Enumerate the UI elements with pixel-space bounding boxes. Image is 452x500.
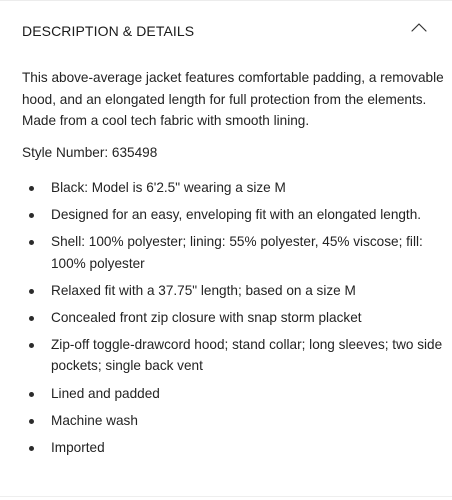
bullet-icon <box>29 289 34 294</box>
feature-item <box>22 383 444 405</box>
style-number: Style Number: 635498 <box>22 144 158 160</box>
feature-item <box>22 280 444 302</box>
feature-item <box>22 334 444 377</box>
bullet-icon <box>29 392 34 397</box>
bullet-icon <box>29 240 34 245</box>
feature-text: Designed for an easy, enveloping fit with an elongated length. <box>51 207 422 223</box>
feature-text: Imported <box>51 439 105 455</box>
feature-text: Black: Model is 6'2.5" wearing a size M <box>51 180 286 195</box>
chevron-up-icon[interactable] <box>410 20 428 34</box>
bullet-icon <box>29 213 34 218</box>
feature-item <box>22 231 444 274</box>
feature-text: Lined and padded <box>51 385 160 401</box>
feature-item <box>22 410 444 432</box>
bullet-icon <box>29 186 34 191</box>
section-content <box>22 67 444 464</box>
feature-item <box>22 437 444 459</box>
feature-item <box>22 204 444 226</box>
product-description: This above-average jacket features comfortable padding, a removable hood, and an elongated length for full protection from the elements. Made from a cool tech fabric with smooth lining. <box>22 70 444 128</box>
feature-list <box>22 177 444 458</box>
feature-item <box>22 307 444 329</box>
feature-text: Relaxed fit with a 37.75" length; based on a size M <box>51 282 356 298</box>
bottom-divider <box>0 496 452 497</box>
bullet-icon <box>29 419 34 424</box>
feature-text: Zip-off toggle-drawcord hood; stand collar; long sleeves; two side pockets; single back vent <box>51 336 443 374</box>
bullet-icon <box>29 316 34 321</box>
section-title: DESCRIPTION & DETAILS <box>22 23 195 39</box>
feature-item <box>22 177 444 199</box>
section-header[interactable] <box>0 0 452 58</box>
bullet-icon <box>29 446 34 451</box>
feature-text: Concealed front zip closure with snap storm placket <box>51 309 362 325</box>
bullet-icon <box>29 343 34 348</box>
feature-text: Machine wash <box>51 412 138 428</box>
feature-text: Shell: 100% polyester; lining: 55% polyester, 45% viscose; fill: 100% polyester <box>51 234 423 271</box>
